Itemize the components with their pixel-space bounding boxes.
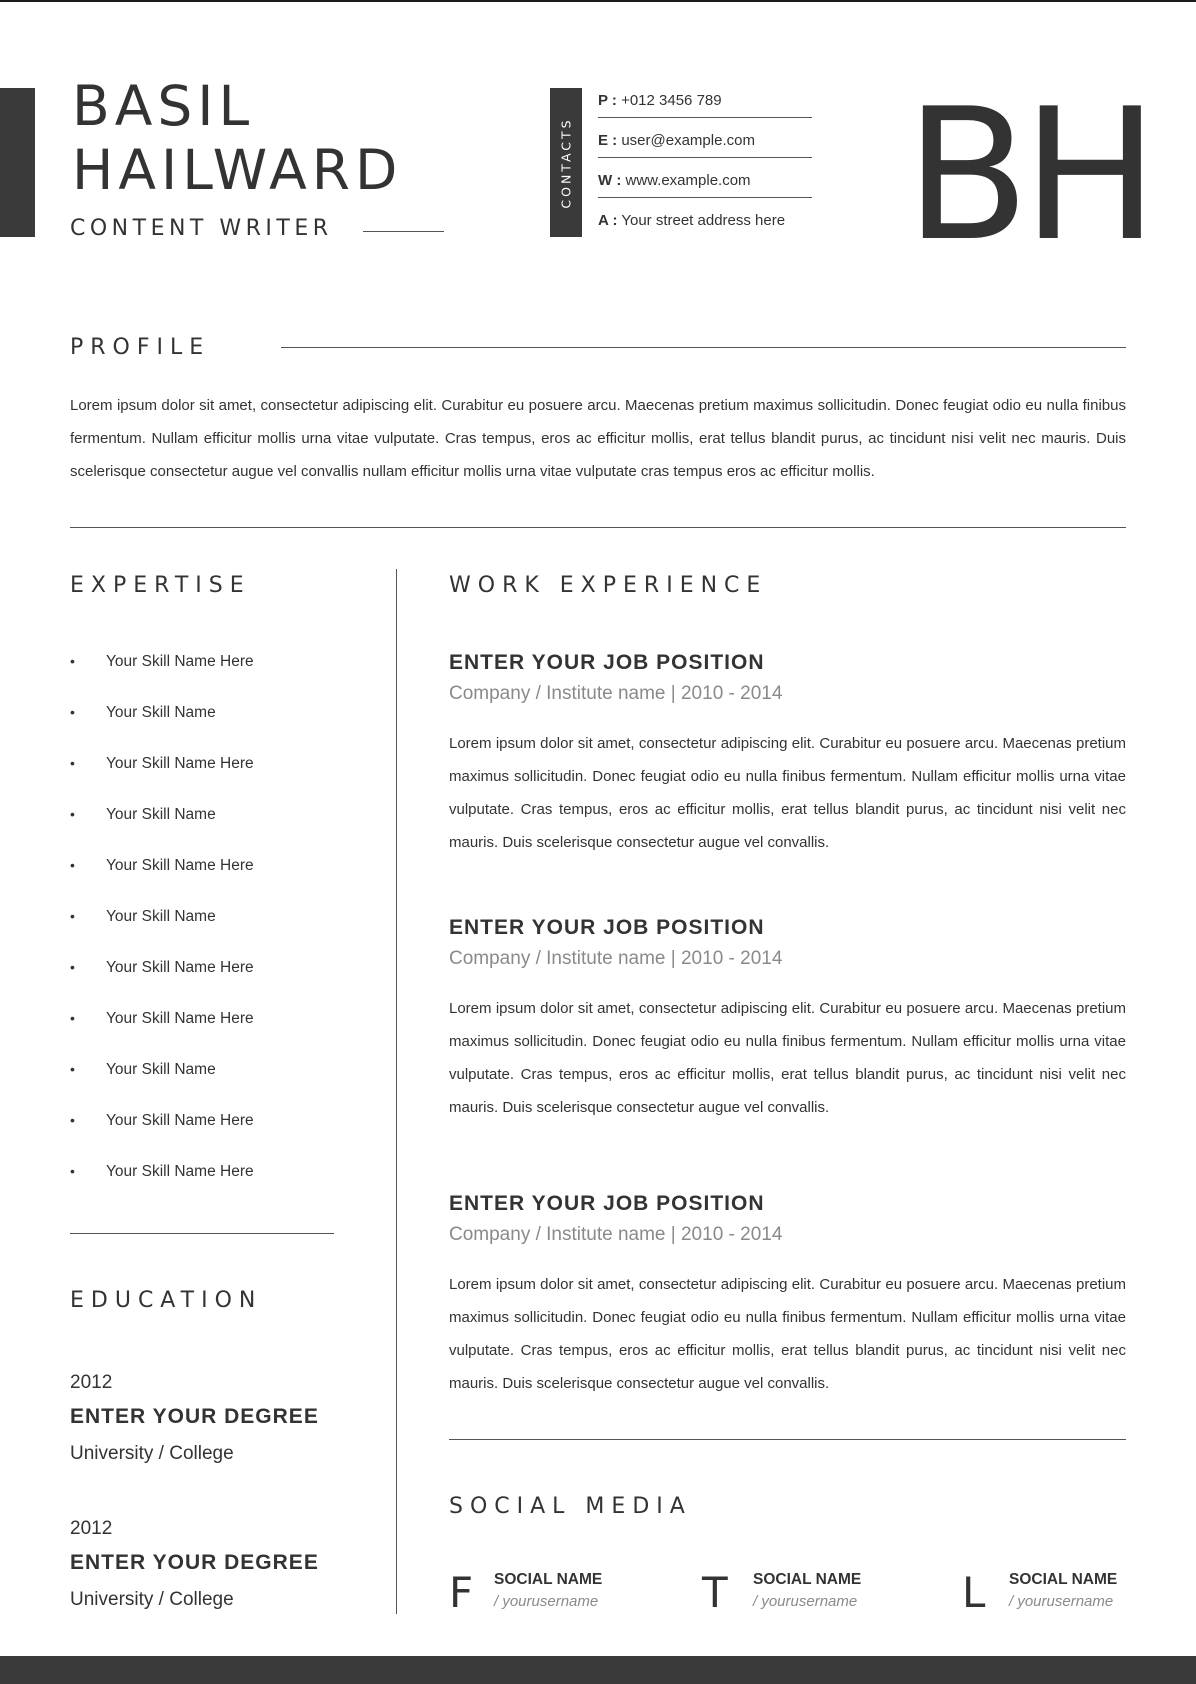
- education-title: EDUCATION: [70, 1288, 263, 1313]
- education-school: University / College: [70, 1589, 234, 1610]
- list-item: [70, 695, 350, 746]
- contact-email-value[interactable]: user@example.com: [621, 132, 755, 149]
- footer-bar: [0, 1656, 1196, 1684]
- skill-name: Your Skill Name: [106, 1061, 216, 1078]
- twitter-icon[interactable]: T: [702, 1568, 728, 1617]
- contact-address-value: Your street address here: [621, 212, 786, 229]
- bullet: •: [70, 1112, 75, 1128]
- list-item: [70, 1001, 350, 1052]
- bullet: •: [70, 755, 75, 771]
- expertise-title: EXPERTISE: [70, 573, 251, 598]
- list-item: [70, 899, 350, 950]
- skill-name: Your Skill Name: [106, 908, 216, 925]
- social-name: SOCIAL NAME: [753, 1571, 862, 1588]
- contact-divider: [598, 157, 812, 158]
- job-company: Company / Institute name | 2010 - 2014: [449, 948, 783, 969]
- social-name: SOCIAL NAME: [494, 1571, 603, 1588]
- social-name: SOCIAL NAME: [1009, 1571, 1118, 1588]
- bullet: •: [70, 1061, 75, 1077]
- list-item: [70, 644, 350, 695]
- contact-phone: [598, 88, 812, 126]
- social-title: SOCIAL MEDIA: [449, 1494, 692, 1519]
- skill-name: Your Skill Name Here: [106, 857, 254, 874]
- skill-name: Your Skill Name Here: [106, 1163, 254, 1180]
- profile-title: PROFILE: [70, 335, 211, 360]
- list-item: [70, 1052, 350, 1103]
- education-school: University / College: [70, 1443, 234, 1464]
- job-description: Lorem ipsum dolor sit amet, consectetur adipiscing elit. Curabitur eu posuere arcu. Maecenas pretium maximus sollicitudin. Donec feugiat odio eu nulla finibus fermentum. Nullam efficitur mollis urna vitae vulputate. Cras tempus, eros ac efficitur mollis, erat tellus blandit purus, ac tincidunt nisi velit nec mauris. Duis scelerisque consectetur augue vel convallis.: [449, 735, 1126, 851]
- contact-phone-value: +012 3456 789: [621, 92, 722, 109]
- education-year: 2012: [70, 1518, 113, 1539]
- header-accent-bar: [0, 88, 35, 237]
- education-degree: ENTER YOUR DEGREE: [70, 1551, 319, 1574]
- profile-text: Lorem ipsum dolor sit amet, consectetur adipiscing elit. Curabitur eu posuere arcu. Maecenas pretium maximus sollicitudin. Donec feugiat odio eu nulla finibus fermentum. Nullam efficitur mollis urna vitae vulputate. Cras tempus, eros ac efficitur mollis, erat tellus blandit purus, ac tincidunt nisi velit nec mauris. Duis scelerisque consectetur augue vel convallis nullam efficitur mollis urna vitae vulputate cras tempus eros ac efficitur mollis.: [70, 397, 1126, 480]
- contact-website-key: W :: [598, 172, 622, 189]
- profile-title-rule: [281, 347, 1126, 348]
- work-divider: [449, 1439, 1126, 1440]
- list-item: [70, 746, 350, 797]
- bullet: •: [70, 1163, 75, 1179]
- first-name: BASIL: [72, 74, 255, 138]
- contact-divider: [598, 117, 812, 118]
- job-description: Lorem ipsum dolor sit amet, consectetur adipiscing elit. Curabitur eu posuere arcu. Maecenas pretium maximus sollicitudin. Donec feugiat odio eu nulla finibus fermentum. Nullam efficitur mollis urna vitae vulputate. Cras tempus, eros ac efficitur mollis, erat tellus blandit purus, ac tincidunt nisi velit nec mauris. Duis scelerisque consectetur augue vel convallis.: [449, 1276, 1126, 1392]
- job-company: Company / Institute name | 2010 - 2014: [449, 683, 783, 704]
- contacts-label: CONTACTS: [558, 116, 574, 209]
- contact-website-value[interactable]: www.example.com: [625, 172, 751, 189]
- last-name: HAILWARD: [72, 138, 403, 202]
- column-divider: [396, 569, 397, 1614]
- top-border: [0, 0, 1196, 2]
- job-position: ENTER YOUR JOB POSITION: [449, 1192, 765, 1215]
- bullet: •: [70, 704, 75, 720]
- job-title-rule: [363, 231, 444, 232]
- job-position: ENTER YOUR JOB POSITION: [449, 916, 765, 939]
- list-item: [70, 797, 350, 848]
- work-title: WORK EXPERIENCE: [449, 573, 768, 598]
- linkedin-icon[interactable]: L: [962, 1568, 986, 1617]
- job-position: ENTER YOUR JOB POSITION: [449, 651, 765, 674]
- contact-phone-key: P :: [598, 92, 617, 109]
- contact-divider: [598, 197, 812, 198]
- contact-website: [598, 168, 812, 206]
- bullet: •: [70, 959, 75, 975]
- facebook-icon[interactable]: F: [449, 1568, 474, 1617]
- education-year: 2012: [70, 1372, 113, 1393]
- list-item: [70, 848, 350, 899]
- contact-email: [598, 128, 812, 166]
- job-company: Company / Institute name | 2010 - 2014: [449, 1224, 783, 1245]
- social-username[interactable]: / yourusername: [1009, 1593, 1114, 1610]
- skill-name: Your Skill Name Here: [106, 1010, 254, 1027]
- bullet: •: [70, 908, 75, 924]
- skill-name: Your Skill Name Here: [106, 653, 254, 670]
- contact-address-key: A :: [598, 212, 618, 229]
- bullet: •: [70, 857, 75, 873]
- skill-name: Your Skill Name: [106, 806, 216, 823]
- contact-email-key: E :: [598, 132, 618, 149]
- social-username[interactable]: / yourusername: [494, 1593, 599, 1610]
- skill-name: Your Skill Name Here: [106, 1112, 254, 1129]
- bullet: •: [70, 1010, 75, 1026]
- list-item: [70, 1154, 350, 1205]
- list-item: [70, 950, 350, 1001]
- job-title: CONTENT WRITER: [70, 216, 333, 241]
- monogram: BH: [905, 69, 1151, 281]
- bullet: •: [70, 653, 75, 669]
- contact-address: [598, 208, 812, 246]
- profile-divider: [70, 527, 1126, 528]
- skills-list: [70, 644, 350, 1205]
- expertise-divider: [70, 1233, 334, 1234]
- skill-name: Your Skill Name Here: [106, 959, 254, 976]
- skill-name: Your Skill Name: [106, 704, 216, 721]
- social-username[interactable]: / yourusername: [753, 1593, 858, 1610]
- contacts-bar: [550, 88, 582, 237]
- education-degree: ENTER YOUR DEGREE: [70, 1405, 319, 1428]
- bullet: •: [70, 806, 75, 822]
- skill-name: Your Skill Name Here: [106, 755, 254, 772]
- job-description: Lorem ipsum dolor sit amet, consectetur adipiscing elit. Curabitur eu posuere arcu. Maecenas pretium maximus sollicitudin. Donec feugiat odio eu nulla finibus fermentum. Nullam efficitur mollis urna vitae vulputate. Cras tempus, eros ac efficitur mollis, erat tellus blandit purus, ac tincidunt nisi velit nec mauris. Duis scelerisque consectetur augue vel convallis.: [449, 1000, 1126, 1116]
- list-item: [70, 1103, 350, 1154]
